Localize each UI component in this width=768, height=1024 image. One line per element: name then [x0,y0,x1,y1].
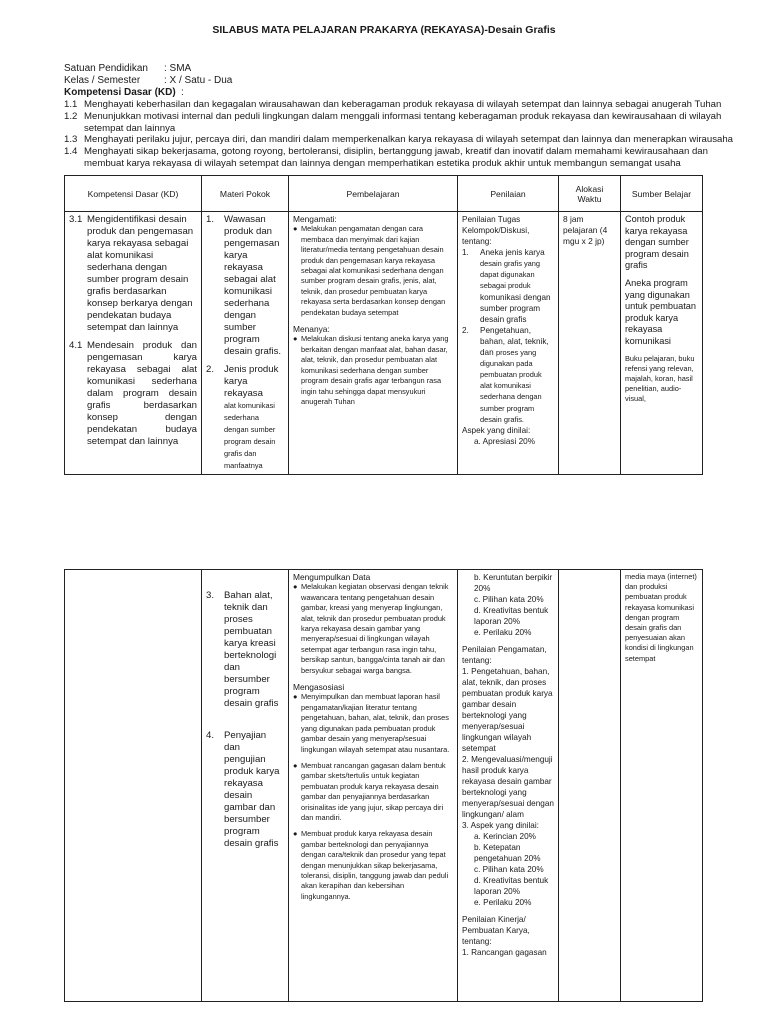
pengamatan-heading: Penilaian Pengamatan, tentang: [462,645,547,665]
materi-number: 1. [206,214,215,225]
header-pembelajaran: Pembelajaran [289,176,458,212]
kd-entry-number: 4.1 [69,340,83,351]
penilaian-aspek: b. Keruntutan berpikir 20% [474,573,553,593]
penilaian-aspek: d. Kreativitas bentuk laporan 20% [474,606,549,626]
aspek-item: b. Ketepatan pengetahuan 20% [474,843,541,863]
kd-entry [69,214,197,334]
materi-number: 3. [206,590,215,601]
penilaian-cell [458,570,559,1002]
mengamati-heading: Mengamati: [293,214,337,224]
penilaian-item [462,325,554,425]
penilaian-cell [458,212,559,475]
kd-item [64,134,744,146]
kelas-semester-row [64,75,232,86]
aspek-item: a. Apresiasi 20% [474,437,535,447]
penilaian-aspek: e. Perilaku 20% [474,628,532,637]
page-title: SILABUS MATA PELAJARAN PRAKARYA (REKAYASA)-Desain Grafis [212,24,556,36]
table-header-row [65,176,703,212]
mengasosiasi-item [293,761,453,823]
bullet-icon: ● [293,334,298,344]
bullet-icon: ● [293,582,298,592]
menanya-item [293,334,453,407]
kd-entry-number: 3.1 [69,214,83,225]
kd-item [64,146,744,170]
aspek-item: d. Kreativitas bentuk laporan 20% [474,876,549,896]
header-kompetensi-dasar: Kompetensi Dasar (KD) [65,176,202,212]
materi-entry [206,590,284,710]
satuan-label: Satuan Pendidikan [64,63,148,74]
penilaian-heading: Penilaian Tugas Kelompok/Diskusi, tentang: [462,215,530,246]
table-row [65,570,703,1002]
materi-text: Penyajian dan pengujian produk karya rekayasa desain gambar dan bersumber program desain grafis [224,730,280,849]
kd-entry-text: Mengidentifikasi desain produk dan pengemasan karya rekayasa sebagai alat komunikasi sederhana dengan sumber program desain grafis berdasarkan konsep berkarya dengan pendekatan budaya setempat dan lainnya [87,214,194,333]
materi-text-small: alat komunikasi sederhana dengan sumber program desain grafis dan manfaatnya [224,401,276,470]
materi-number: 4. [206,730,215,741]
penilaian-text: Aneka jenis karya [480,248,545,257]
kd-number: 1.3 [64,134,78,146]
kd-heading-colon: : [181,87,184,98]
kd-number: 1.1 [64,99,78,110]
satuan-pendidikan-row [64,63,191,74]
header-penilaian: Penilaian [458,176,559,212]
penilaian-text: Pengetahuan, bahan, alat, teknik, dan [480,325,549,357]
satuan-value: : SMA [164,63,192,74]
materi-entry [206,730,284,850]
penilaian-item [462,247,554,325]
sumber-cell [621,570,703,1002]
sumber-text: Contoh produk karya rekayasa dengan sumber program desain grafis [625,214,689,271]
kd-entry-text: Mendesain produk dan pengemasan karya rekayasa sebagai alat komunikasi sederhana dalam program desain grafis berdasarkan konsep dengan pendekatan budaya setempat dan lainnya [87,340,197,447]
materi-entry [206,364,284,472]
kd-text: Menghayati keberhasilan dan kegagalan wirausahawan dan keberagaman produk rekayasa di wilayah setempat dan lainnya sebagai anugerah Tuhan [84,99,722,110]
kinerja-item: 1. Rancangan gagasan [462,948,547,957]
materi-number: 2. [206,364,215,375]
penilaian-aspek: c. Pilihan kata 20% [474,595,544,604]
bullet-icon: ● [293,224,298,234]
bullet-icon: ● [293,692,298,702]
mengasosiasi-item [293,692,453,754]
header-alokasi-waktu: Alokasi Waktu [559,176,621,212]
bullet-icon: ● [293,760,298,770]
silabus-table-1 [64,175,703,475]
penilaian-text-rest: komunikasi dengan sumber program desain grafis [480,292,551,324]
pengamatan-item: 3. Aspek yang dinilai: [462,821,539,830]
kelas-value: : X / Satu - Dua [164,75,233,86]
pembelajaran-cell [289,212,458,475]
kd-number: 1.2 [64,110,78,122]
alokasi-text: 8 jam pelajaran (4 mgu x 2 jp) [563,214,608,246]
aspek-item: a. Kerincian 20% [474,832,536,841]
kd-heading [64,87,184,98]
alokasi-cell-empty [559,570,621,1002]
bullet-icon: ● [293,829,298,839]
kd-text: Menunjukkan motivasi internal dan peduli lingkungan dalam menggali informasi tentang keberagaman produk rekayasa dan kewirausahaan di wilayah setempat dan lainnya [84,110,722,134]
kd-number: 1.4 [64,146,78,158]
sumber-text: media maya (internet) dan produksi pembuatan produk rekayasa komunikasi dengan program desain grafis dan penyesuaian akan kondisi di lingkungan setempat [625,572,697,663]
mengumpulkan-heading: Mengumpulkan Data [293,572,371,582]
kd-entry [69,340,197,448]
materi-text: Jenis produk karya rekayasa [224,364,279,399]
menanya-heading: Menanya: [293,324,330,335]
pembelajaran-cell [289,570,458,1002]
kelas-label: Kelas / Semester [64,75,141,86]
kd-item [64,99,744,111]
kd-text: Menghayati perilaku jujur, percaya diri, dan mandiri dalam memperkenalkan karya rekayasa di wilayah setempat dan lainnya dan menerapkan wirausaha [84,134,733,146]
kd-cell [65,212,202,475]
aspek-heading: Aspek yang dinilai: [462,426,531,436]
penilaian-number: 1. [462,248,469,257]
materi-cell [202,570,289,1002]
mengasosiasi-item [293,829,453,902]
table-row [65,212,703,475]
penilaian-text-small: desain grafis yang dapat digunakan sebagai produk [480,259,540,291]
sumber-text: Aneka program yang digunakan untuk pembuatan produk karya rekayasa komunikasi [625,277,697,346]
materi-text: Wawasan produk dan pengemasan karya rekayasa sebagai alat komunikasi sederhana dengan sumber program desain grafis. [224,214,282,357]
sumber-text-small: Buku pelajaran, buku refensi yang relevan, majalah, koran, hasil penelitian, audio-visual, [625,353,695,404]
kd-item [64,111,744,135]
alokasi-cell [559,212,621,475]
mengamati-text: Melakukan pengamatan dengan cara membaca dan menyimak dari kajian literatur/media tentang pengetahuan desain produk dan pengemasan karya rekayasa sebagai alat komunikasi sederhana dengan sumber program desain grafis, jenis, alat, teknik, dan prosedur pembuatan karya rekayasa serta berdasarkan konsep dengan pendekatan budaya setempat [301,224,446,317]
silabus-table-2 [64,569,703,1002]
aspek-item: c. Pilihan kata 20% [474,865,544,874]
mengumpulkan-item [293,582,453,676]
kd-heading-text: Kompetensi Dasar (KD) [64,87,176,98]
kinerja-heading: Penilaian Kinerja/ Pembuatan Karya, tentang: [462,915,530,946]
header-materi-pokok: Materi Pokok [202,176,289,212]
mengasosiasi-text: Membuat rancangan gagasan dalam bentuk gambar skets/tertulis untuk kegiatan pembuatan produk karya rekayasa desain gambar dan penyajiannya berdasarkan orisinalitas ide yang jujur, sikap percaya diri dan mandiri. [301,760,446,822]
kd-cell-empty [65,570,202,1002]
materi-cell [202,212,289,475]
sumber-cell [621,212,703,475]
pengamatan-item: 1. Pengetahuan, bahan, alat, teknik, dan proses pembuatan produk karya gambar desain berteknologi yang menyerap/sesuai lingkungan wilayah setempat [462,667,553,753]
materi-text: Bahan alat, teknik dan proses pembuatan karya kreasi berteknologi dan bersumber program desain grafis [224,590,279,709]
penilaian-text-small: proses yang digunakan pada pembuatan produk alat komunikasi sederhana dengan sumber program desain grafis. [480,347,542,424]
pengamatan-item: 2. Mengevaluasi/menguji hasil produk karya rekayasa desain gambar berteknologi yang menyerap/sesuai dengan lingkungan/ alam [462,755,554,819]
kd-text: Menghayati sikap bekerjasama, gotong royong, bertoleransi, disiplin, bertanggung jawab, kreatif dan inovatif dalam memahami kewirausahaan dan membuat karya rekayasa di wilayah setempat dan lainnya dengan memperhatikan estetika produk akhir untuk membangun semangat usaha [84,146,708,169]
penilaian-number: 2. [462,325,469,335]
kd-list [64,99,744,170]
aspek-item: e. Perilaku 20% [474,898,532,907]
mengasosiasi-text: Menyimpulkan dan membuat laporan hasil pengamatan/kajian literatur tentang pengetahuan, bahan, alat, teknik, dan proses yang digunakan pada pembuatan produk gambar desain yang menyerap/sesuai lingkungan wilayah setempat atau nusantara. [301,692,450,754]
menanya-text: Melakukan diskusi tentang aneka karya yang berkaitan dengan manfaat alat, bahan dasar, alat, teknik, dan prosedur pembuatan alat komunikasi sederhana dengan sumber program desain grafis agar terbangun rasa ingin tahu sehingga dapat mensyukuri anugerah Tuhan [301,334,449,406]
header-sumber-belajar: Sumber Belajar [621,176,703,212]
materi-entry [206,214,284,358]
mengamati-item [293,224,453,318]
mengumpulkan-text: Melakukan kegiatan observasi dengan teknik wawancara tentang pengetahuan desain gambar, kreasi yang menyerap lingkungan, alat, teknik dan prosedur pembuatan produk karya rekayasa desain gambar yang menyerap/sesuai di lingkungan wilayah setempat agar terbangun rasa ingin tahu, bersikap santun, bangga/cinta tanah air dan bersyukur sebagai warga bangsa. [301,582,449,675]
mengasosiasi-text: Membuat produk karya rekayasa desain gambar berteknologi dan penyajiannya dengan cara/teknik dan prosedur yang tepat dengan menunjukkan sikap bekerjasama, toleransi, disiplin, tanggung jawab dan peduli akan kerapihan dan kebersihan lingkungannya. [301,829,449,901]
mengasosiasi-heading: Mengasosiasi [293,682,345,693]
